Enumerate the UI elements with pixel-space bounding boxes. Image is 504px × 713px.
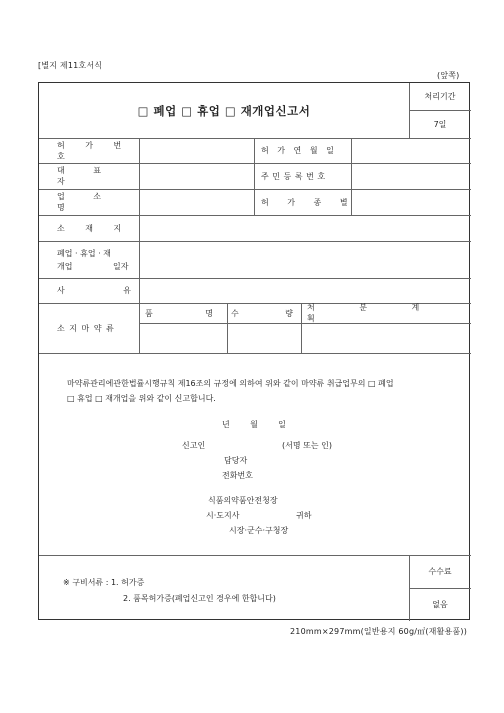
- col-line: [254, 138, 255, 215]
- recipient-kfda: 식품의약품안전청장: [208, 496, 278, 505]
- applicant-label: 신고인: [182, 441, 206, 450]
- declaration-text: [67, 376, 467, 406]
- col-line: [227, 303, 228, 353]
- business-name-label: 업 소 명: [57, 192, 101, 212]
- honorific-label: 귀하: [296, 511, 312, 520]
- form-number: [별지 제11호서식: [38, 61, 103, 70]
- col-line: [351, 138, 352, 215]
- col-disposal-plan: 처 분 계 획: [307, 303, 420, 323]
- declaration-date: 년 월 일: [222, 420, 286, 429]
- fee-value: 없음: [432, 600, 448, 609]
- attachment-item-2: 2. 품목허가증(폐업신고인 경우에 한합니다): [123, 594, 276, 603]
- location-label: 소 재 지: [57, 223, 122, 233]
- form-title: □ 폐업 □ 휴업 □ 재개업신고서: [137, 103, 311, 118]
- closure-date-label: [57, 241, 137, 278]
- row-line: [39, 353, 471, 354]
- col-line: [301, 303, 302, 353]
- reason-label: 사 유: [57, 286, 131, 295]
- license-type-label: 허 가 종 별: [261, 197, 348, 207]
- attachments-title: ※ 구비서류 : 1. 허가증: [63, 578, 145, 587]
- closure-date-label-line1: 폐업 · 휴업 · 재: [57, 248, 111, 258]
- processing-period-label: 처리기간: [424, 92, 456, 101]
- phone-label: 전화번호: [222, 471, 253, 480]
- signature-label: (서명 또는 인): [282, 441, 332, 450]
- col-line: [139, 138, 140, 353]
- report-form: [38, 82, 470, 620]
- fee-label: 수수료: [428, 567, 452, 576]
- closure-date-label-line2: 개업 일자: [57, 261, 129, 271]
- row-line: [39, 555, 471, 556]
- paper-size-note: 210mm×297mm(일반용지 60g/㎡(재활용품)): [290, 627, 468, 636]
- col-quantity: 수 량: [231, 308, 293, 318]
- declaration-line2: □ 휴업 □ 재개업을 위와 같이 신고합니다.: [67, 394, 216, 403]
- recipient-governor: 시·도지사: [206, 511, 240, 520]
- col-item-name: 품 명: [145, 308, 213, 318]
- license-date-label: 허 가 연 월 일: [261, 146, 334, 155]
- declaration-line1: 마약류관리에관한법률시행규칙 제16조의 규정에 의하여 위와 같이 마약류 취급업무의 □ 폐업: [67, 379, 394, 388]
- recipient-mayor: 시장·군수·구청장: [229, 526, 289, 535]
- processing-period-value: 7일: [433, 119, 447, 129]
- license-number-label: 허 가 번 호: [57, 140, 122, 161]
- page-side-label: (앞쪽): [437, 71, 460, 80]
- manager-label: 담당자: [224, 456, 248, 465]
- drugs-owned-label: 소 지 마 약 류: [57, 323, 114, 333]
- resident-number-label: 주 민 등 록 번 호: [261, 171, 326, 181]
- representative-label: 대 표 자: [57, 166, 101, 186]
